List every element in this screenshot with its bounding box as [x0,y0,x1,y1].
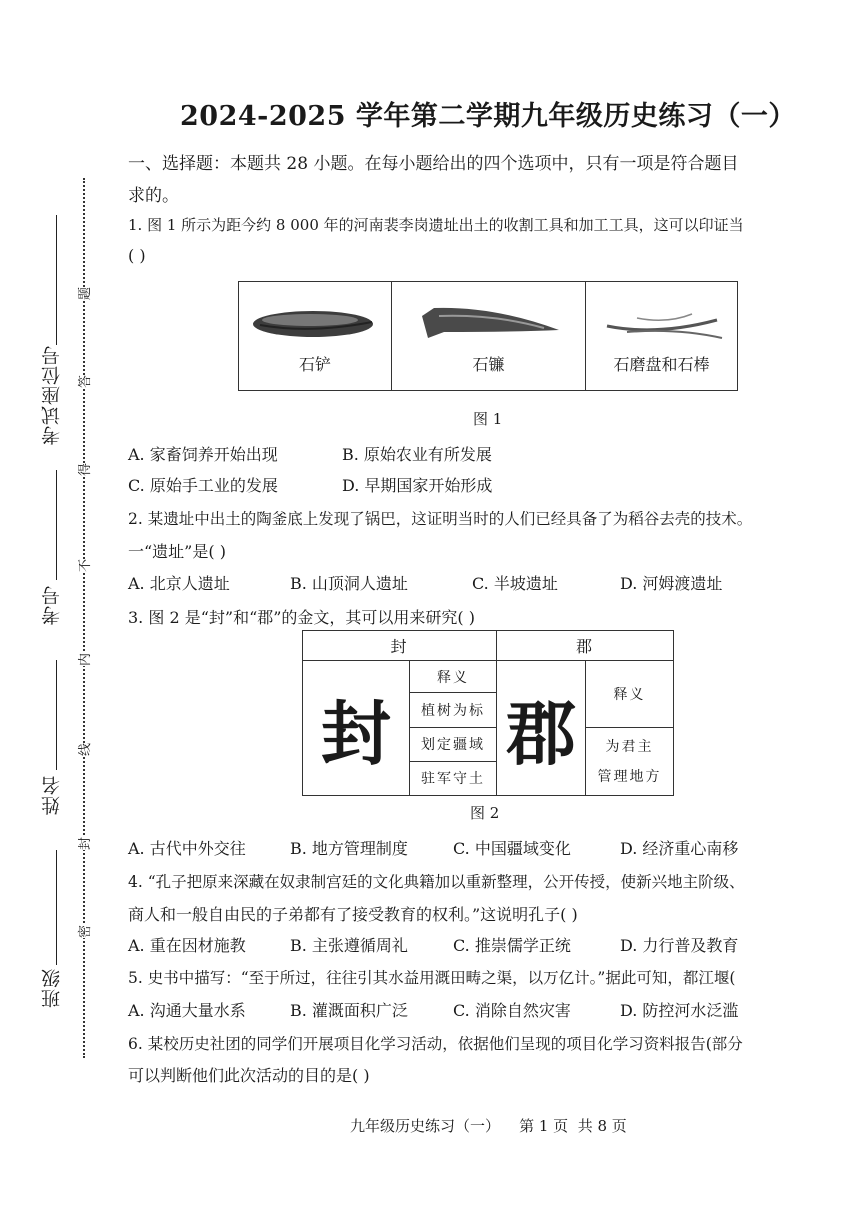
seat-number-label: 考试座位号 [41,345,63,445]
jun-meaning [586,727,674,795]
jun-meaning-line: 管理地方 [597,769,662,786]
jun-header: 郡 [497,631,674,661]
feng-meaning: 植树为标 [410,693,497,727]
feng-meaning: 划定疆域 [410,727,497,761]
jun-bronze-glyph: 郡 [497,661,586,796]
tool-label: 石磨盘和石棒 [613,354,710,374]
q3-option-b: B. 地方管理制度 [290,839,408,858]
feng-bronze-glyph: 封 [303,661,410,796]
figure-2-caption: 图 2 [470,804,500,822]
seal-char: 内 [74,653,93,666]
feng-header: 封 [303,631,497,661]
q2-option-d: D. 河姆渡遗址 [620,574,723,593]
tool-label: 石镰 [472,354,505,374]
q4-option-a: A. 重在因材施教 [128,936,246,955]
q5-option-c: C. 消除自然灾害 [453,1001,571,1020]
page-footer: 九年级历史练习（一） 第 1 页 共 8 页 [350,1117,627,1135]
jun-meaning-header: 释义 [586,661,674,727]
figure-2-table [302,630,674,796]
q1-option-c: C. 原始手工业的发展 [128,476,278,495]
millstone-image [597,298,727,348]
q4-stem-cont: 商人和一般自由民的子弟都有了接受教育的权利。”这说明孔子( ) [128,905,578,924]
q4-stem: 4. “孔子把原来深藏在奴隶制宫廷的文化典籍加以重新整理，公开传授，使新兴地主阶级、 [128,873,745,891]
stone-shovel-image [250,298,380,348]
class-line [56,850,57,965]
q6-stem: 6. 某校历史社团的同学们开展项目化学习活动，依据他们呈现的项目化学习资料报告(部分 [128,1035,743,1053]
figure-1-table [238,281,738,391]
q2-option-c: C. 半坡遗址 [472,574,558,593]
exam-no-line [56,470,57,580]
name-line [56,660,57,770]
jun-meaning-line: 为君主 [605,739,654,756]
exam-number-label: 考号 [41,585,63,625]
seal-char: 不 [74,559,93,572]
seal-char: 线 [74,743,93,756]
name-label: 姓名 [41,775,63,815]
figure-1-caption: 图 1 [473,410,503,428]
q4-option-d: D. 力行普及教育 [620,936,739,955]
q5-option-a: A. 沟通大量水系 [128,1001,246,1020]
q3-option-a: A. 古代中外交往 [128,839,246,858]
q3-option-d: D. 经济重心南移 [620,839,739,858]
seal-char: 封 [74,837,93,850]
seal-char: 题 [74,287,93,300]
feng-meaning-header: 释义 [410,661,497,693]
q3-stem: 3. 图 2 是“封”和“郡”的金文，其可以用来研究( ) [128,608,475,627]
section-heading-cont: 求的。 [128,186,179,206]
tool-label: 石铲 [298,354,331,374]
q5-stem: 5. 史书中描写：“至于所过，往往引其水益用溉田畴之渠，以万亿计。”据此可知，都江堰( [128,969,736,987]
q1-stem: 1. 图 1 所示为距今约 8 000 年的河南裴李岗遗址出土的收割工具和加工工具，这可以印证当 [128,216,744,234]
q1-option-a: A. 家畜饲养开始出现 [128,445,278,464]
q1-option-b: B. 原始农业有所发展 [342,445,492,464]
q4-option-b: B. 主张遵循周礼 [290,936,408,955]
q3-option-c: C. 中国疆域变化 [453,839,571,858]
q2-stem: 2. 某遗址中出土的陶釜底上发现了锅巴，这证明当时的人们已经具备了为稻谷去壳的技术。 [128,510,753,528]
tool-cell-millstone [586,282,738,391]
q6-stem-cont: 可以判断他们此次活动的目的是( ) [128,1066,370,1085]
q2-stem-cont: 一“遗址”是( ) [128,542,226,561]
seal-char: 得 [74,463,93,476]
page-title: 2024-2025 学年第二学期九年级历史练习（一） [180,101,796,132]
class-label: 班级 [41,968,63,1008]
q1-option-d: D. 早期国家开始形成 [342,476,493,495]
stone-sickle-image [414,298,564,348]
tool-cell-sickle [392,282,586,391]
section-heading: 一、选择题：本题共 28 小题。在每小题给出的四个选项中，只有一项是符合题目 [128,154,739,174]
q5-option-b: B. 灌溉面积广泛 [290,1001,408,1020]
q2-option-a: A. 北京人遗址 [128,574,230,593]
seal-char: 答 [74,375,93,388]
q1-stem-cont: ( ) [128,246,146,265]
q2-option-b: B. 山顶洞人遗址 [290,574,408,593]
seal-char: 密 [74,925,93,938]
q4-option-c: C. 推崇儒学正统 [453,936,571,955]
seat-line [56,215,57,345]
q5-option-d: D. 防控河水泛滥 [620,1001,739,1020]
tool-cell-shovel [239,282,392,391]
feng-meaning: 驻军守土 [410,761,497,795]
